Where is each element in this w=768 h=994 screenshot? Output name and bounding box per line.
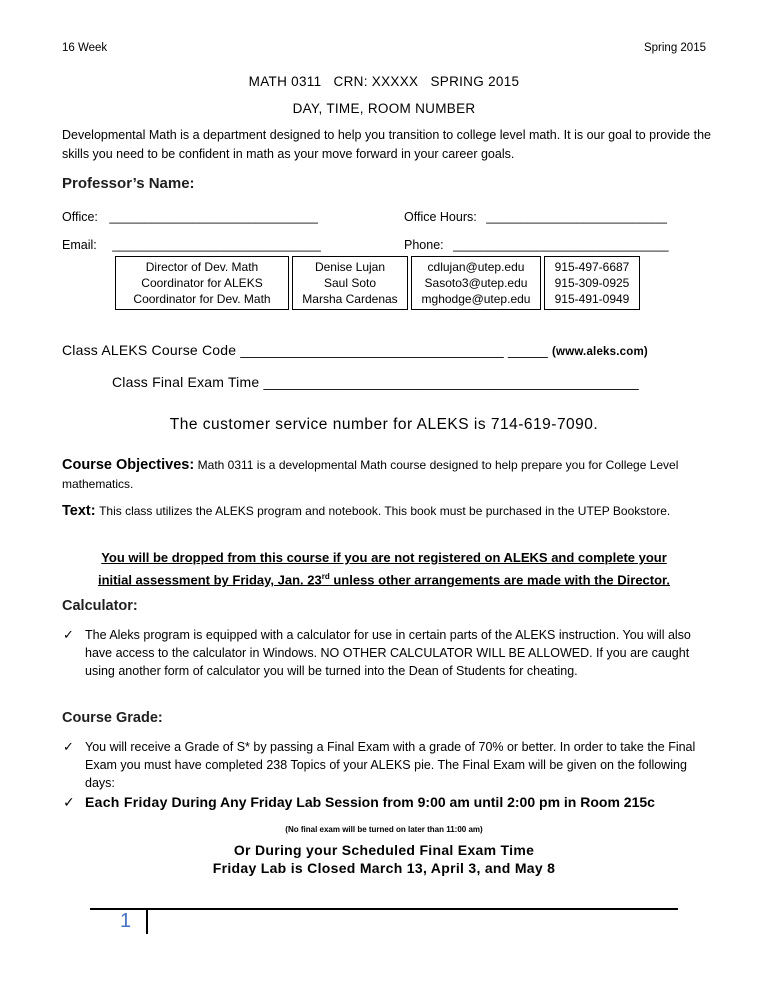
phones-cell <box>545 257 640 310</box>
phone-label: Phone: <box>404 238 444 252</box>
office-hours-field <box>404 210 667 224</box>
warning-line-1: You will be dropped from this course if you are not registered on ALEKS and complete your <box>101 550 667 565</box>
friday-session-text: During Any Friday Lab Session from 9:00 am until 2:00 pm in Room 215c <box>167 794 655 810</box>
aleks-course-code <box>62 342 648 358</box>
email-field <box>62 238 321 252</box>
intro-paragraph: Developmental Math is a department designed to help you transition to college level math. It is our goal to provide the skills you need to be confident in math as your move forward in your career goals. <box>62 128 711 161</box>
roles-cell <box>116 257 289 310</box>
or-scheduled-line: Or During your Scheduled Final Exam Time <box>233 842 535 858</box>
final-exam-label: Class Final Exam Time <box>112 374 260 390</box>
email-label: Email: <box>62 238 97 252</box>
name-2: Marsha Cardenas <box>302 292 398 306</box>
header-right: Spring 2015 <box>643 42 706 54</box>
calculator-item <box>63 626 705 680</box>
phone-0: 915-497-6687 <box>554 260 630 274</box>
drop-warning <box>0 548 768 589</box>
checkmark-icon: ✓ <box>63 627 74 642</box>
warning-line-2: initial assessment by Friday, Jan. 23rd unless other arrangements are made with the Director. <box>97 572 671 588</box>
lab-closed-line: Friday Lab is Closed March 13, April 3, and May 8 <box>212 860 556 876</box>
emails-cell <box>412 257 541 310</box>
name-1: Saul Soto <box>323 276 377 290</box>
office-label: Office: <box>62 210 98 224</box>
course-grade-heading: Course Grade: <box>62 710 163 726</box>
aleks-site: (www.aleks.com) <box>552 346 648 358</box>
page-number: 1 <box>120 910 132 932</box>
objectives-text: Math 0311 is a developmental Math course designed to help prepare you for College Level mathematics. <box>62 458 679 491</box>
phone-blank: _______________________________ <box>453 238 669 252</box>
calculator-heading: Calculator: <box>62 598 138 614</box>
professor-heading: Professor’s Name: <box>62 175 195 192</box>
grade-item <box>63 738 705 792</box>
course-schedule: DAY, TIME, ROOM NUMBER <box>292 101 476 116</box>
phone-1: 915-309-0925 <box>554 276 630 290</box>
checkmark-icon: ✓ <box>63 794 75 810</box>
footer-rule <box>90 908 678 910</box>
customer-service-line: The customer service number for ALEKS is 714-619-7090. <box>169 416 599 433</box>
role-2: Coordinator for Dev. Math <box>133 292 271 306</box>
calculator-text: The Aleks program is equipped with a calculator for use in certain parts of the ALEKS instruction. You will also have access to the calculator in Windows. NO OTHER CALCULATOR WILL BE ALLOWED. If you are caught using another form of calculator you will be turned into the Dean of Students for cheating. <box>85 628 691 678</box>
course-title: MATH 0311 CRN: XXXXX SPRING 2015 <box>248 74 520 89</box>
name-0: Denise Lujan <box>314 260 386 274</box>
office-field <box>62 210 318 224</box>
final-exam-note: (No final exam will be turned on later than 11:00 am) <box>285 825 483 834</box>
email-0: cdlujan@utep.edu <box>427 260 525 274</box>
final-exam-blank: _______________________________________________ <box>263 374 639 390</box>
phone-2: 915-491-0949 <box>554 292 630 306</box>
header-left: 16 Week <box>62 42 108 54</box>
objectives-heading: Course Objectives: <box>62 457 195 473</box>
text-section-text: This class utilizes the ALEKS program and notebook. This book must be purchased in the UTEP Bookstore. <box>99 504 671 518</box>
aleks-code-label: Class ALEKS Course Code <box>62 342 237 358</box>
office-hours-blank: __________________________ <box>486 210 667 224</box>
names-cell <box>293 257 408 310</box>
phone-field <box>404 238 669 252</box>
office-hours-label: Office Hours: <box>404 210 477 224</box>
grade-text: You will receive a Grade of S* by passing a Final Exam with a grade of 70% or better. In order to take the Final Exam you must have completed 238 Topics of your ALEKS pie. The Final Exam will be given on the following days: <box>85 740 696 790</box>
text-section <box>62 502 712 521</box>
friday-item <box>63 794 655 810</box>
final-exam-time <box>112 374 639 390</box>
course-objectives <box>62 456 712 494</box>
email-2: mghodge@utep.edu <box>421 292 531 306</box>
email-1: Sasoto3@utep.edu <box>424 276 528 290</box>
text-heading: Text: <box>62 503 96 519</box>
aleks-code-blank: _________________________________ _____ <box>240 342 548 358</box>
role-0: Director of Dev. Math <box>145 260 259 274</box>
checkmark-icon: ✓ <box>63 739 74 754</box>
each-friday: Each Friday <box>85 794 168 810</box>
office-blank: ______________________________ <box>109 210 318 224</box>
email-blank: ______________________________ <box>112 238 321 252</box>
role-1: Coordinator for ALEKS <box>141 276 263 290</box>
directors-table <box>115 256 640 310</box>
page-number-divider <box>146 910 148 934</box>
